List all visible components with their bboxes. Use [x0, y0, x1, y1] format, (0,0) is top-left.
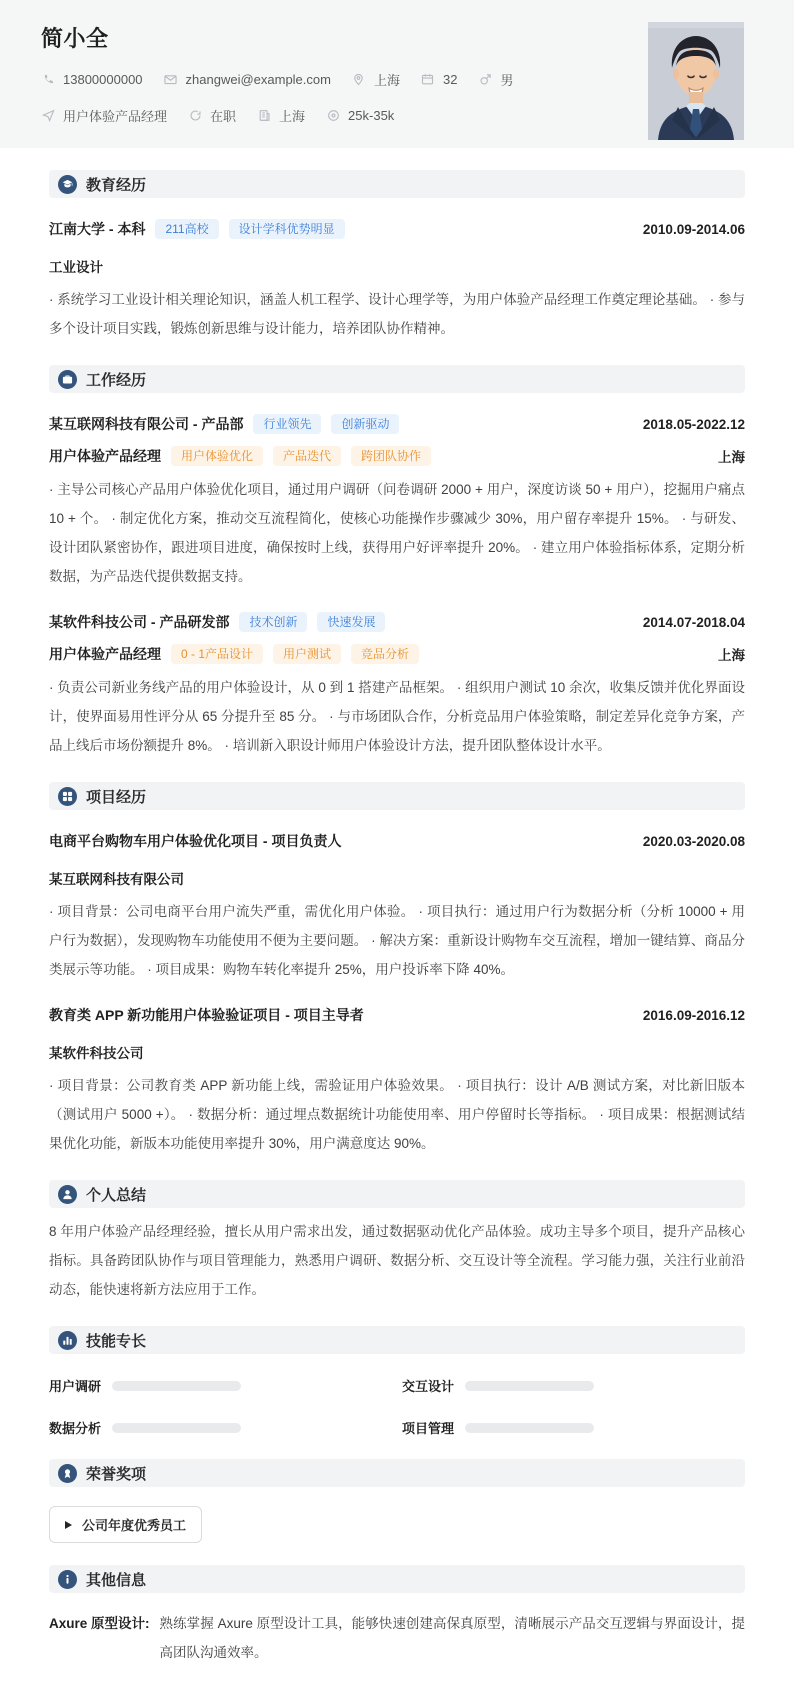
education-item	[49, 219, 745, 343]
person-icon	[58, 1185, 77, 1204]
skill-label: 交互设计	[402, 1379, 455, 1394]
project-date: 2016.09-2016.12	[642, 1007, 745, 1023]
education-date: 2010.09-2014.06	[642, 221, 745, 237]
work-role-row	[49, 446, 745, 466]
location-value: 上海	[373, 73, 400, 88]
skill-bar	[465, 1423, 594, 1433]
phone-icon	[41, 73, 55, 87]
email-value: zhangwei@example.com	[185, 72, 331, 87]
skill-bar	[112, 1381, 241, 1391]
bar-chart-icon	[58, 1331, 77, 1350]
project-item	[49, 831, 745, 984]
work-location: 上海	[718, 648, 745, 663]
section-header-projects	[49, 782, 745, 810]
phone-item	[41, 72, 143, 87]
skill-bar	[112, 1423, 241, 1433]
info-icon	[58, 1570, 77, 1589]
job-intention-value: 用户体验产品经理	[63, 109, 168, 124]
company-tag: 行业领先	[253, 414, 321, 434]
honor-chip[interactable]	[49, 1506, 202, 1543]
role-tag: 用户体验优化	[171, 446, 263, 466]
salary-item	[326, 108, 394, 123]
summary-text: 8 年用户体验产品经理经验，擅长从用户需求出发，通过数据驱动优化产品体验。成功主导多个项目，提升产品核心指标。具备跨团队协作与项目管理能力，熟悉用户调研、数据分析、交互设计等全流程。学习能力强，关注行业前沿动态，能快速将新方法应用于工作。	[49, 1224, 745, 1297]
medal-icon	[58, 1464, 77, 1483]
project-item-header	[49, 831, 745, 851]
phone-value: 13800000000	[63, 72, 143, 87]
work-role-row	[49, 644, 745, 664]
skill-label: 项目管理	[402, 1421, 455, 1436]
project-name: 电商平台购物车用户体验优化项目 - 项目负责人	[49, 833, 342, 849]
work-description: · 主导公司核心产品用户体验优化项目，通过用户调研（问卷调研 2000 + 用户，深度访谈 50 + 用户），挖掘用户痛点 10 + 个。 · 制定优化方案，推动交互流程简化，使核心功能操作步骤减少 30%，用户留存率提升 15%。 · 与研发、设计团队紧密协作，跟进项目进度，确保按时上线，获得用户好评率提升 20%。 · 建立用户体验指标体系，定期分析数据，为产品迭代提供数据支持。	[49, 482, 745, 584]
job-icon	[41, 109, 55, 123]
section-title-work: 工作经历	[86, 371, 147, 389]
skill-item	[49, 1418, 402, 1437]
project-grid-icon	[58, 787, 77, 806]
section-header-summary	[49, 1180, 745, 1208]
work-location: 上海	[718, 450, 745, 465]
project-item-header	[49, 1005, 745, 1025]
section-title-summary: 个人总结	[86, 1186, 147, 1204]
section-title-honors: 荣誉奖项	[86, 1465, 147, 1483]
profile-photo	[648, 22, 744, 140]
project-name: 教育类 APP 新功能用户体验验证项目 - 项目主导者	[49, 1007, 364, 1023]
company-name: 某软件科技公司 - 产品研发部	[49, 614, 230, 630]
job-intention-item	[41, 106, 167, 125]
section-title-other: 其他信息	[86, 1571, 147, 1589]
company-tag: 技术创新	[239, 612, 307, 632]
work-item-header	[49, 414, 745, 434]
work-date: 2014.07-2018.04	[642, 614, 745, 630]
contact-row-1	[41, 70, 744, 89]
gender-icon	[478, 73, 492, 87]
section-header-other	[49, 1565, 745, 1593]
school-name: 江南大学 - 本科	[49, 221, 146, 237]
education-description: · 系统学习工业设计相关理论知识，涵盖人机工程学、设计心理学等，为用户体验产品经理工作奠定理论基础。 · 参与多个设计项目实践，锻炼创新思维与设计能力，培养团队协作精神。	[49, 292, 745, 336]
play-triangle-icon	[65, 1521, 72, 1529]
other-info-line	[49, 1609, 745, 1667]
project-company: 某互联网科技有限公司	[49, 872, 184, 887]
education-tag: 211高校	[155, 219, 218, 239]
location-item	[352, 70, 400, 89]
role-tag: 0 - 1产品设计	[171, 644, 263, 664]
briefcase-icon	[58, 370, 77, 389]
role-tag: 竞品分析	[351, 644, 419, 664]
education-tag: 设计学科优势明显	[229, 219, 345, 239]
other-info-label: Axure 原型设计:	[49, 1616, 150, 1631]
section-header-work	[49, 365, 745, 393]
skill-label: 用户调研	[49, 1379, 102, 1394]
resume-body	[0, 170, 794, 1693]
education-major: 工业设计	[49, 260, 103, 275]
education-icon	[58, 175, 77, 194]
salary-icon	[326, 109, 340, 123]
company-tag: 快速发展	[317, 612, 385, 632]
skill-item	[402, 1376, 745, 1395]
age-icon	[421, 73, 435, 87]
role-tag: 产品迭代	[273, 446, 341, 466]
work-city-item	[257, 106, 305, 125]
skill-item	[49, 1376, 402, 1395]
email-icon	[164, 73, 178, 87]
work-description: · 负责公司新业务线产品的用户体验设计，从 0 到 1 搭建产品框架。 · 组织用户测试 10 余次，收集反馈并优化界面设计，使界面易用性评分从 65 分提升至 85 分。 · 与市场团队合作，分析竞品用户体验策略，制定差异化竞争方案，产品上线后市场份额提升 8%。 · 培训新入职设计师用户体验设计方法，提升团队整体设计水平。	[49, 680, 745, 753]
company-name: 某互联网科技有限公司 - 产品部	[49, 416, 244, 432]
age-item	[421, 72, 457, 87]
skill-bar	[465, 1381, 594, 1391]
section-header-honors	[49, 1459, 745, 1487]
section-title-education: 教育经历	[86, 176, 147, 194]
section-title-skills: 技能专长	[86, 1332, 147, 1350]
gender-value: 男	[500, 73, 514, 88]
project-date: 2020.03-2020.08	[642, 833, 745, 849]
section-title-projects: 项目经历	[86, 788, 147, 806]
education-item-header	[49, 219, 745, 239]
city-icon	[257, 109, 271, 123]
age-value: 32	[442, 72, 458, 87]
work-item	[49, 414, 745, 591]
skill-item	[402, 1418, 745, 1437]
project-company: 某软件科技公司	[49, 1046, 144, 1061]
project-description: · 项目背景：公司电商平台用户流失严重，需优化用户体验。 · 项目执行：通过用户行为数据分析（分析 10000 + 用户行为数据），发现购物车功能使用不便为主要问题。 · 解决方案：重新设计购物车交互流程，增加一键结算、商品分类展示等功能。 · 项目成果：购物车转化率提升 25%，用户投诉率下降 40%。	[49, 904, 745, 977]
email-item	[164, 72, 331, 87]
honor-label: 公司年度优秀员工	[82, 1518, 187, 1533]
work-item	[49, 612, 745, 760]
other-info-text: 熟练掌握 Axure 原型设计工具，能够快速创建高保真原型，清晰展示产品交互逻辑与界面设计，提高团队沟通效率。	[159, 1616, 745, 1660]
resume-header	[0, 0, 794, 148]
status-icon	[188, 109, 202, 123]
salary-value: 25k-35k	[348, 108, 395, 123]
project-item	[49, 1005, 745, 1158]
work-city-value: 上海	[279, 109, 306, 124]
skills-grid	[49, 1376, 745, 1437]
work-item-header	[49, 612, 745, 632]
section-header-education	[49, 170, 745, 198]
candidate-name: 简小全	[41, 26, 109, 51]
company-tag: 创新驱动	[331, 414, 399, 434]
work-status-item	[188, 106, 236, 125]
role-title: 用户体验产品经理	[49, 448, 161, 464]
work-status-value: 在职	[210, 109, 237, 124]
role-title: 用户体验产品经理	[49, 646, 161, 662]
project-description: · 项目背景：公司教育类 APP 新功能上线，需验证用户体验效果。 · 项目执行：设计 A/B 测试方案，对比新旧版本（测试用户 5000 +）。 · 数据分析：通过埋点数据统计功能使用率、用户停留时长等指标。 · 项目成果：根据测试结果优化功能，新版本功能使用率提升 30%，用户满意度达 90%。	[49, 1078, 745, 1151]
work-date: 2018.05-2022.12	[642, 416, 745, 432]
role-tag: 用户测试	[273, 644, 341, 664]
location-icon	[352, 73, 366, 87]
section-header-skills	[49, 1326, 745, 1354]
skill-label: 数据分析	[49, 1421, 102, 1436]
role-tag: 跨团队协作	[351, 446, 431, 466]
gender-item	[478, 70, 513, 89]
contact-row-2	[41, 106, 744, 125]
